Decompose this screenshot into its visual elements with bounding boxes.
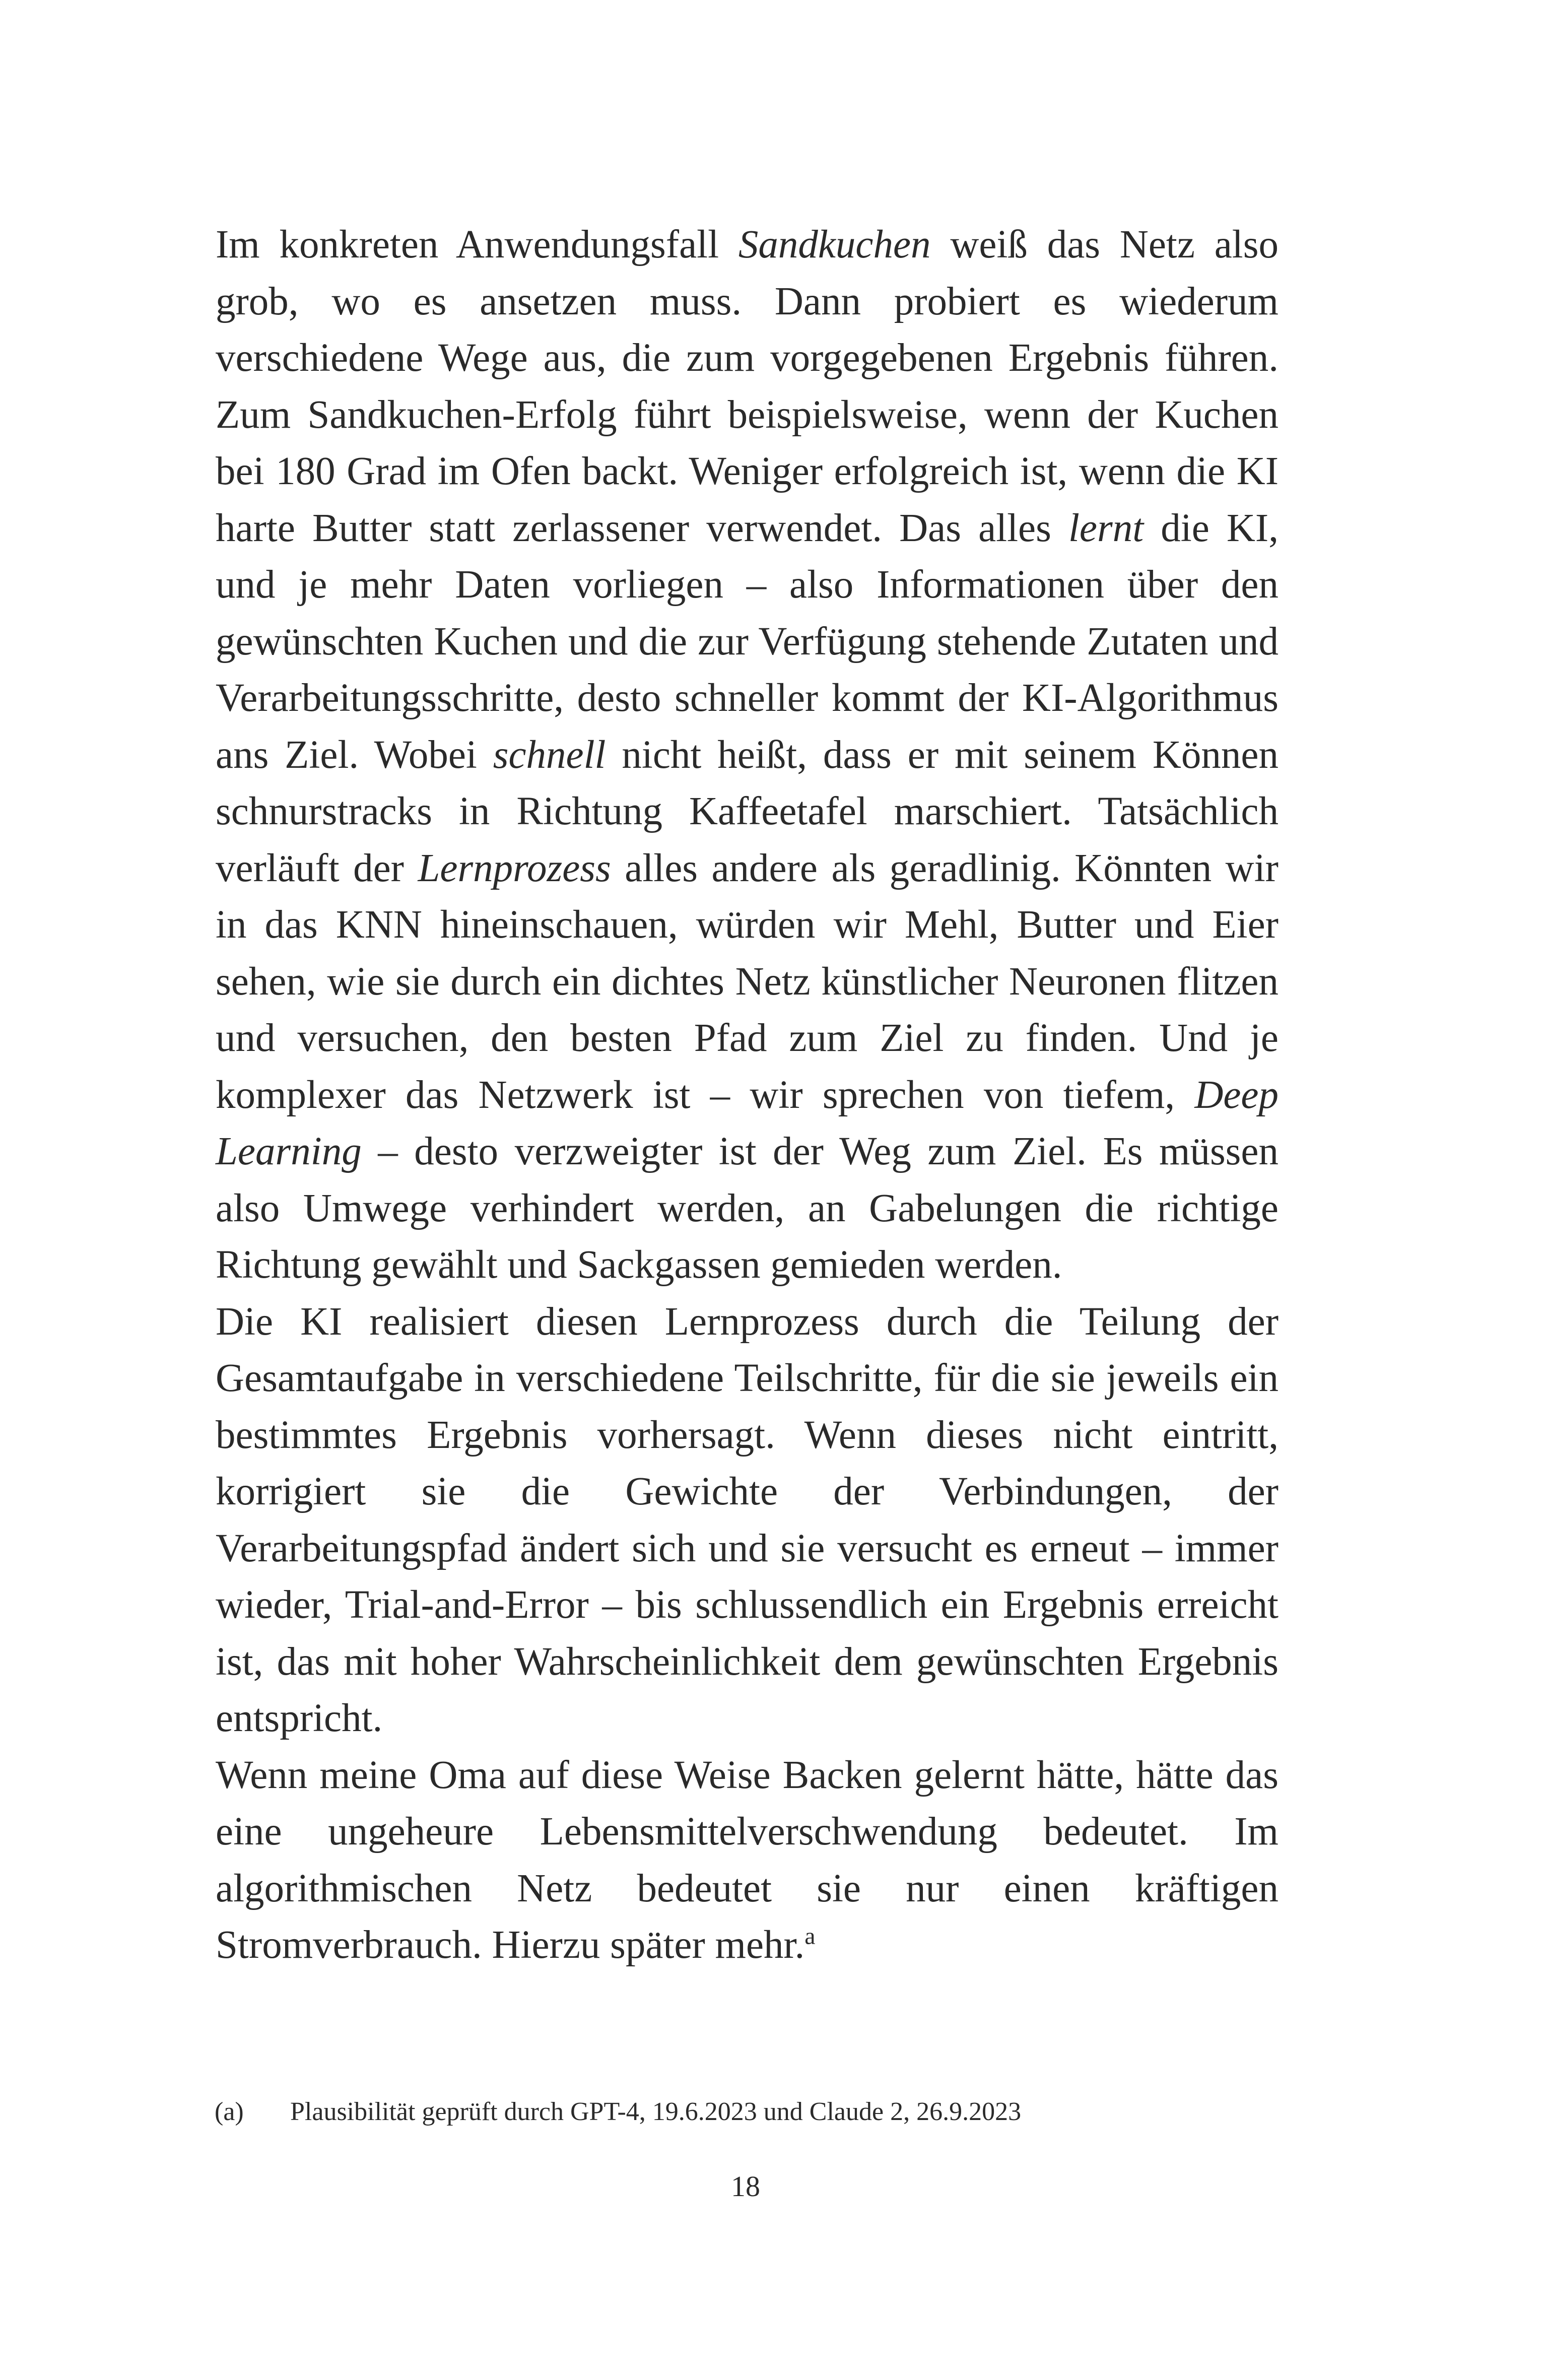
text-run: nicht heißt, dass er mit seinem Können schnurstracks in Richtung Kaffeetafel marschiert. Tatsächlich verläuft der <box>216 733 1279 890</box>
text-run: Wenn meine Oma auf diese Weise Backen gelernt hätte, hätte das eine ungeheure Lebensmittelverschwendung bedeutet. Im algorithmischen Netz bedeutet sie nur einen kräftigen Stromverbrauch. Hierzu später mehr. <box>216 1753 1279 1967</box>
italic-term: schnell <box>493 733 606 777</box>
text-run: weiß das Netz also grob, wo es ansetzen muss. Dann probiert es wiederum verschiedene Wege aus, die zum vorgegebenen Ergebnis führen. Zum Sandkuchen-Erfolg führt beispielsweise, wenn der Kuchen bei 180 Grad im Ofen backt. Weniger erfolgreich ist, wenn die KI harte Butter statt zerlassener verwendet. Das alles <box>216 223 1279 550</box>
italic-term: Lernprozess <box>418 846 611 890</box>
italic-term: Sandkuchen <box>738 223 931 267</box>
italic-term: lernt <box>1068 506 1144 550</box>
text-run: alles andere als geradlinig. Könnten wir in das KNN hineinschauen, würden wir Mehl, Butter und Eier sehen, wie sie durch ein dichtes Netz künstlicher Neuronen flitzen und versuchen, den besten Pfad zum Ziel zu finden. Und je komplexer das Netzwerk ist – wir sprechen von tiefem, <box>216 846 1279 1117</box>
text-run: – desto verzweigter ist der Weg zum Ziel. Es müssen also Umwege verhindert werden, an Gabelungen die richtige Richtung gewählt und Sackgassen gemieden werden. <box>216 1130 1279 1287</box>
paragraph <box>216 1747 1279 1974</box>
paragraph <box>216 1294 1279 1747</box>
footnote-reference: a <box>804 1923 816 1950</box>
page-number: 18 <box>731 2170 760 2203</box>
text-run: die KI, und je mehr Daten vorliegen – also Informationen über den gewünschten Kuchen und die zur Verfügung stehende Zutaten und Verarbeitungsschritte, desto schneller kommt der KI-Algorithmus ans Ziel. Wobei <box>216 506 1279 777</box>
body-text <box>216 217 1279 1974</box>
text-run: Die KI realisiert diesen Lernprozess durch die Teilung der Gesamtaufgabe in verschiedene Teilschritte, für die sie jeweils ein bestimmtes Ergebnis vorhersagt. Wenn dieses nicht eintritt, korrigiert sie die Gewichte der Verbindungen, der Verarbeitungspfad ändert sich und sie versucht es erneut – immer wieder, Trial-and-Error – bis schlussendlich ein Ergebnis erreicht ist, das mit hoher Wahrscheinlichkeit dem gewünschten Ergebnis entspricht. <box>216 1299 1279 1740</box>
paragraph <box>216 217 1279 1294</box>
footnote-text: Plausibilität geprüft durch GPT-4, 19.6.2023 und Claude 2, 26.9.2023 <box>290 2097 1022 2126</box>
footnote <box>215 2094 1277 2130</box>
text-run: Im konkreten Anwendungsfall <box>216 223 738 267</box>
footnote-label: (a) <box>215 2097 244 2126</box>
italic-term: Deep Learning <box>216 1073 1279 1173</box>
